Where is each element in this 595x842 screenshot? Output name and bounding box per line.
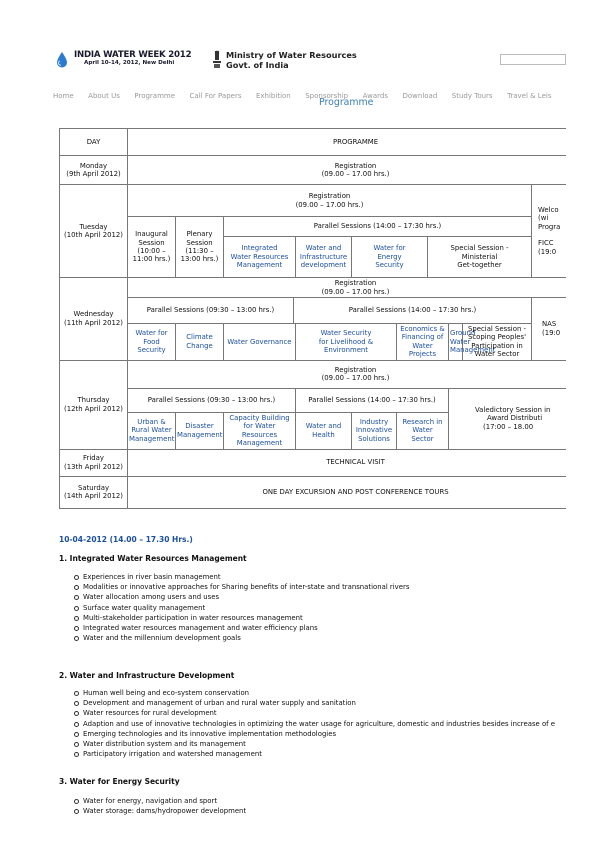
session-link-urban-rural-water[interactable]: Urban & Rural Water Management bbox=[128, 412, 176, 449]
nav-item-exhibition[interactable]: Exhibition bbox=[255, 92, 291, 100]
national-emblem-icon bbox=[212, 50, 222, 70]
session-link-water-security[interactable]: Water Security for Livelihood & Environment bbox=[296, 324, 397, 361]
topic-list bbox=[83, 796, 246, 816]
nav-item-study-tours[interactable]: Study Tours bbox=[451, 92, 493, 100]
page-title: Programme bbox=[319, 97, 374, 108]
session-link-water-infrastructure[interactable]: Water and Infrastructure development bbox=[296, 237, 352, 278]
day-cell-tuesday: Tuesday (10th April 2012) bbox=[60, 185, 128, 278]
list-item: Human well being and eco-system conservation bbox=[83, 688, 555, 698]
list-item: Water distribution system and its management bbox=[83, 739, 555, 749]
list-item: Water allocation among users and uses bbox=[83, 592, 409, 602]
date-heading: 10-04-2012 (14.00 – 17.30 Hrs.) bbox=[59, 535, 193, 544]
logo-title: INDIA WATER WEEK 2012 bbox=[74, 50, 192, 60]
topic-list bbox=[83, 688, 555, 759]
inaugural-session-cell: Inaugural Session (10:00 – 11:00 hrs.) bbox=[128, 217, 176, 278]
nav-item-home[interactable]: Home bbox=[53, 92, 74, 100]
government-name: Govt. of India bbox=[226, 60, 289, 70]
list-item: Experiences in river basin management bbox=[83, 572, 409, 582]
registration-cell: Registration (09.00 – 17.00 hrs.) bbox=[128, 156, 584, 185]
day-cell-monday: Monday (9th April 2012) bbox=[60, 156, 128, 185]
list-item: Emerging technologies and its innovative implementation methodologies bbox=[83, 729, 555, 739]
section-title: 1. Integrated Water Resources Management bbox=[59, 554, 247, 563]
day-cell-saturday: Saturday (14th April 2012) bbox=[60, 476, 128, 508]
nav-item-call-for-papers[interactable]: Call For Papers bbox=[189, 92, 242, 100]
table-header-day: DAY bbox=[60, 129, 128, 156]
nas-session-cell: NAS (19:0 bbox=[532, 298, 584, 361]
section-title: 2. Water and Infrastructure Development bbox=[59, 671, 235, 680]
valedictory-session-cell: Valedictory Session in Award Distributi (17:00 – 18.00 bbox=[449, 388, 584, 449]
session-link-industry-innovative[interactable]: Industry Innovative Solutions bbox=[352, 412, 397, 449]
technical-visit-cell: TECHNICAL VISIT bbox=[128, 449, 584, 476]
special-session-ministerial: Special Session - Ministerial Get-together bbox=[428, 237, 532, 278]
table-overflow-clip bbox=[566, 120, 595, 530]
topic-list bbox=[83, 572, 409, 643]
parallel-sessions-am-header: Parallel Sessions (09:30 – 13:00 hrs.) bbox=[128, 298, 294, 324]
list-item: Modalities or innovative approaches for Sharing benefits of inter-state and transnational rivers bbox=[83, 583, 410, 592]
list-item: Participatory irrigation and watershed management bbox=[83, 749, 555, 759]
nav-item-sponsorship[interactable]: Sponsorship bbox=[305, 92, 349, 100]
nav-item-travel-leisure[interactable]: Travel & Leis bbox=[507, 92, 552, 100]
session-link-economics-financing[interactable]: Economics & Financing of Water Projects bbox=[397, 324, 449, 361]
excursion-cell: ONE DAY EXCURSION AND POST CONFERENCE TOURS bbox=[128, 476, 584, 508]
content-overflow-clip bbox=[566, 535, 595, 835]
session-link-ground-water[interactable]: Ground Water Management bbox=[449, 324, 463, 361]
special-session-peoples-participation: Special Session - Scoping Peoples' Participation in Water Sector bbox=[463, 324, 532, 361]
nav-item-programme[interactable]: Programme bbox=[134, 92, 176, 100]
registration-cell: Registration (09.00 – 17.00 hrs.) bbox=[128, 278, 584, 298]
list-item: Water for energy, navigation and sport bbox=[83, 796, 246, 806]
session-link-disaster-management[interactable]: Disaster Management bbox=[176, 412, 224, 449]
list-item: Multi-stakeholder participation in water resources management bbox=[83, 613, 409, 623]
session-link-capacity-building[interactable]: Capacity Building for Water Resources Management bbox=[224, 412, 296, 449]
parallel-sessions-am-header: Parallel Sessions (09:30 – 13:00 hrs.) bbox=[128, 388, 296, 412]
session-link-integrated-water[interactable]: Integrated Water Resources Management bbox=[224, 237, 296, 278]
list-item: Water storage: dams/hydropower development bbox=[83, 807, 247, 816]
session-link-climate-change[interactable]: Climate Change bbox=[176, 324, 224, 361]
session-link-water-governance[interactable]: Water Governance bbox=[224, 324, 296, 361]
session-link-water-energy[interactable]: Water for Energy Security bbox=[352, 237, 428, 278]
session-link-research-water[interactable]: Research in Water Sector bbox=[397, 412, 449, 449]
welcome-session-cell: Welco (wi Progra FICC (19:0 bbox=[532, 185, 584, 278]
list-item: Water and the millennium development goals bbox=[83, 633, 409, 643]
day-cell-thursday: Thursday (12th April 2012) bbox=[60, 360, 128, 449]
ministry-name: Ministry of Water Resources bbox=[226, 50, 357, 60]
registration-cell: Registration (09.00 – 17.00 hrs.) bbox=[128, 360, 584, 388]
session-link-water-food[interactable]: Water for Food Security bbox=[128, 324, 176, 361]
session-link-water-health[interactable]: Water and Health bbox=[296, 412, 352, 449]
list-item: Integrated water resources management and water efficiency plans bbox=[83, 623, 409, 633]
parallel-sessions-header: Parallel Sessions (14:00 – 17:30 hrs.) bbox=[224, 217, 532, 237]
parallel-sessions-pm-header: Parallel Sessions (14:00 – 17:30 hrs.) bbox=[296, 388, 449, 412]
table-header-programme: PROGRAMME bbox=[128, 129, 584, 156]
search-input[interactable] bbox=[500, 54, 566, 65]
nav-item-about-us[interactable]: About Us bbox=[88, 92, 120, 100]
section-title: 3. Water for Energy Security bbox=[59, 777, 180, 786]
programme-table bbox=[59, 128, 584, 509]
plenary-session-cell: Plenary Session (11:30 – 13:00 hrs.) bbox=[176, 217, 224, 278]
list-item: Adaption and use of innovative technologies in optimizing the water usage for agriculture, domestic and industries besides increase of e bbox=[83, 719, 556, 728]
water-drop-icon bbox=[56, 52, 68, 68]
day-cell-friday: Friday (13th April 2012) bbox=[60, 449, 128, 476]
main-nav bbox=[53, 83, 566, 100]
day-cell-wednesday: Wednesday (11th April 2012) bbox=[60, 278, 128, 361]
registration-cell: Registration (09.00 – 17.00 hrs.) bbox=[128, 185, 532, 217]
list-item: Surface water quality management bbox=[83, 603, 409, 613]
logo-subtitle: April 10-14, 2012, New Delhi bbox=[84, 60, 175, 66]
nav-item-download[interactable]: Download bbox=[402, 92, 438, 100]
site-header bbox=[0, 0, 595, 80]
nav-item-awards[interactable]: Awards bbox=[362, 92, 388, 100]
parallel-sessions-pm-header: Parallel Sessions (14:00 – 17:30 hrs.) bbox=[294, 298, 532, 324]
list-item: Water resources for rural development bbox=[83, 708, 555, 718]
list-item: Development and management of urban and rural water supply and sanitation bbox=[83, 698, 555, 708]
